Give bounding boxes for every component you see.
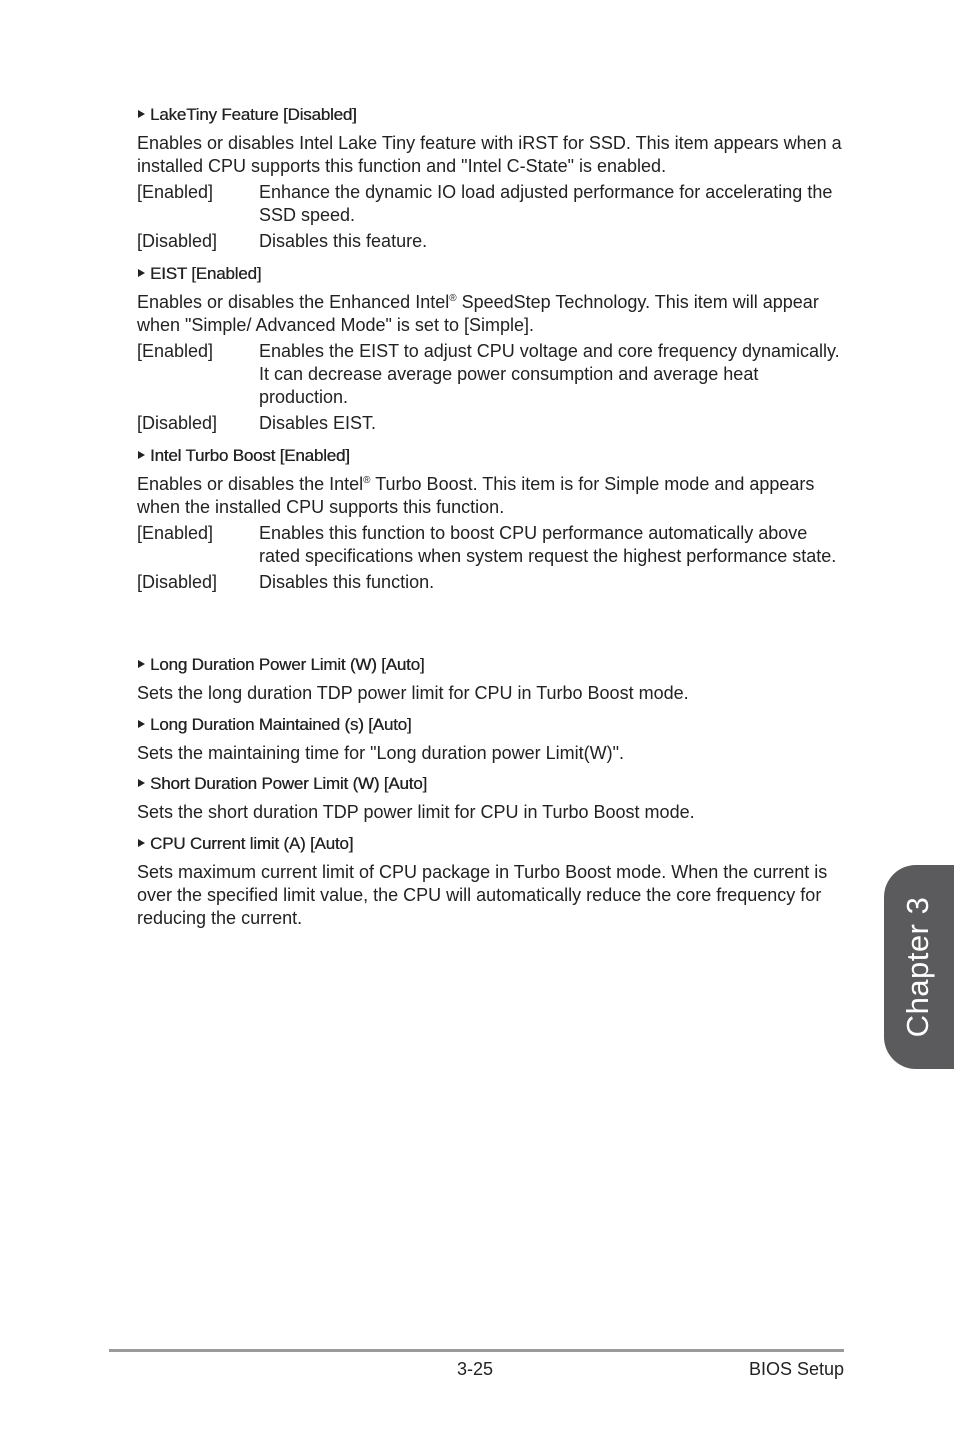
option-row — [137, 340, 849, 409]
option-row — [137, 571, 849, 594]
option-key: [Disabled] — [137, 413, 218, 433]
setting-heading — [137, 446, 849, 466]
option-value: Enhance the dynamic IO load adjusted performance for accelerating the SSD speed. — [259, 182, 833, 225]
option-key: [Disabled] — [137, 231, 218, 251]
setting-heading-text: Long Duration Maintained (s) [Auto] — [150, 715, 412, 734]
setting-description — [137, 291, 849, 337]
setting-heading — [137, 774, 849, 794]
option-row — [137, 181, 849, 227]
setting-description: Sets the maintaining time for "Long duration power Limit(W)". — [137, 743, 624, 763]
setting-description: Sets maximum current limit of CPU package in Turbo Boost mode. When the current is over the specified limit value, the CPU will automatically reduce the core frequency for reducing the current. — [137, 862, 828, 928]
chapter-tab-label: Chapter 3 — [900, 896, 935, 1038]
page-number: 3-25 — [456, 1359, 494, 1379]
description-text: Enables or disables the Intel — [137, 474, 364, 494]
option-row — [137, 522, 849, 568]
setting-cpu-current-limit — [137, 834, 849, 930]
setting-description — [137, 473, 849, 519]
setting-description: Sets the long duration TDP power limit for CPU in Turbo Boost mode. — [137, 683, 689, 703]
setting-description: Enables or disables Intel Lake Tiny feature with iRST for SSD. This item appears when a installed CPU supports this function and "Intel C-State" is enabled. — [137, 133, 842, 176]
registered-mark: ® — [363, 475, 371, 486]
option-key: [Enabled] — [137, 182, 214, 202]
footer-divider — [109, 1349, 844, 1352]
setting-laketiny — [137, 105, 849, 253]
option-key: [Enabled] — [137, 523, 214, 543]
setting-long-duration-power-limit — [137, 655, 849, 705]
setting-heading-text: CPU Current limit (A) [Auto] — [150, 834, 354, 853]
setting-eist — [137, 264, 849, 435]
description-text: Turbo Boost. This item is for Simple mode and appears when the installed CPU supports this function. — [137, 474, 815, 517]
triangle-bullet-icon — [138, 451, 145, 459]
description-text: Enables or disables the Enhanced Intel — [137, 292, 450, 312]
setting-heading — [137, 264, 849, 284]
option-value: Disables this feature. — [259, 231, 428, 251]
setting-heading — [137, 105, 849, 125]
setting-description: Sets the short duration TDP power limit for CPU in Turbo Boost mode. — [137, 802, 695, 822]
setting-heading — [137, 715, 849, 735]
option-value: Disables this function. — [259, 572, 435, 592]
setting-heading — [137, 655, 849, 675]
triangle-bullet-icon — [138, 269, 145, 277]
setting-heading-text: LakeTiny Feature [Disabled] — [150, 105, 357, 124]
description-text: SpeedStep Technology. This item will appear when "Simple/ Advanced Mode" is set to [Simple]. — [137, 292, 819, 335]
footer-section-name: BIOS Setup — [748, 1359, 844, 1379]
option-row — [137, 412, 849, 435]
setting-short-duration-power-limit — [137, 774, 849, 824]
option-value: Enables this function to boost CPU performance automatically above rated specifications when system request the highest performance state. — [259, 523, 837, 566]
setting-heading-text: Short Duration Power Limit (W) [Auto] — [150, 774, 427, 793]
triangle-bullet-icon — [138, 720, 145, 728]
setting-heading — [137, 834, 849, 854]
setting-long-duration-maintained — [137, 715, 849, 765]
triangle-bullet-icon — [138, 660, 145, 668]
setting-heading-text: Intel Turbo Boost [Enabled] — [150, 446, 350, 465]
triangle-bullet-icon — [138, 110, 145, 118]
option-value: Enables the EIST to adjust CPU voltage and core frequency dynamically. It can decrease average power consumption and average heat production. — [259, 341, 840, 407]
setting-heading-text: Long Duration Power Limit (W) [Auto] — [150, 655, 425, 674]
setting-intel-turbo-boost — [137, 446, 849, 594]
triangle-bullet-icon — [138, 839, 145, 847]
registered-mark: ® — [449, 293, 457, 304]
option-key: [Disabled] — [137, 572, 218, 592]
triangle-bullet-icon — [138, 779, 145, 787]
option-row — [137, 230, 849, 253]
option-key: [Enabled] — [137, 341, 214, 361]
option-value: Disables EIST. — [259, 413, 377, 433]
setting-heading-text: EIST [Enabled] — [150, 264, 262, 283]
